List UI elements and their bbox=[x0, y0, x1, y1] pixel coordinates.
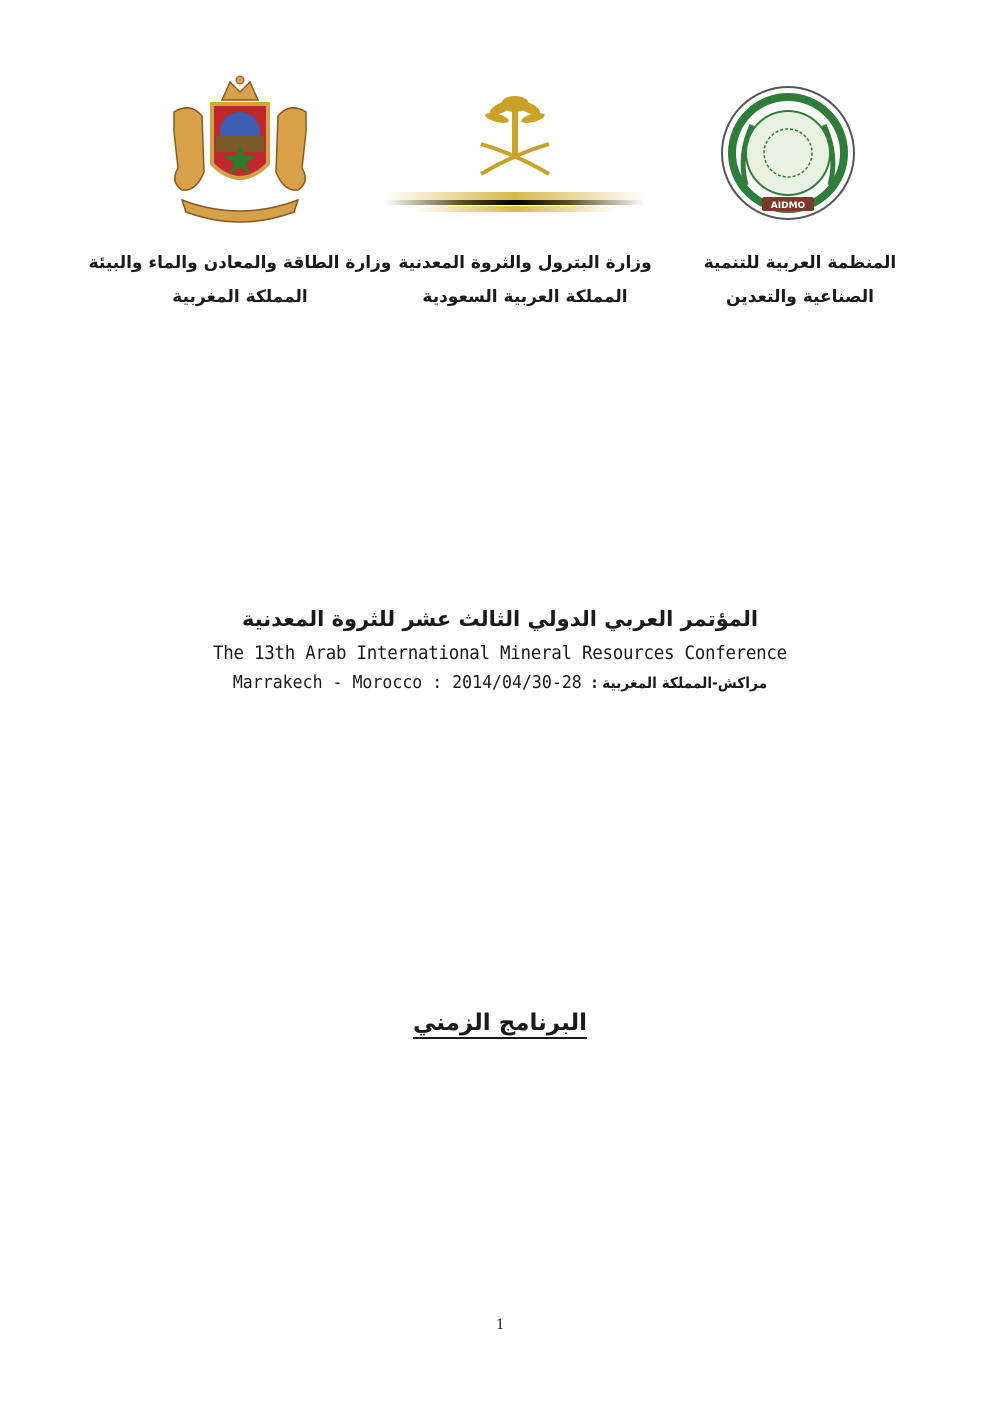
org-aidmo-line2: الصناعية والتعدين bbox=[726, 287, 874, 307]
conference-title-english: The 13th Arab International Mineral Resources Conference bbox=[213, 642, 787, 664]
conference-title-block bbox=[0, 600, 1000, 698]
org-morocco-line1: وزارة الطاقة والمعادن والماء والبيئة bbox=[88, 253, 392, 273]
org-saudi-line2: المملكة العربية السعودية bbox=[422, 287, 628, 307]
org-morocco-line2: المملكة المغربية bbox=[172, 287, 308, 307]
saudi-palm-swords-icon bbox=[385, 82, 645, 222]
conference-location-arabic: مراكش-المملكة المغربية : bbox=[591, 674, 768, 692]
page-number: 1 bbox=[496, 1316, 504, 1333]
org-saudi-line1: وزارة البترول والثروة المعدنية bbox=[398, 253, 652, 273]
org-aidmo-name bbox=[680, 246, 920, 314]
program-title-text: البرنامج الزمني bbox=[412, 1010, 588, 1036]
svg-text:AIDMO: AIDMO bbox=[770, 201, 806, 211]
org-saudi-name bbox=[375, 246, 675, 314]
org-aidmo-line1: المنظمة العربية للتنمية bbox=[703, 253, 897, 273]
conference-title-arabic: المؤتمر العربي الدولي الثالث عشر للثروة المعدنية bbox=[241, 607, 759, 631]
program-title bbox=[0, 1010, 1000, 1036]
morocco-coat-of-arms-icon bbox=[160, 72, 320, 232]
conference-location-english: Marrakech - Morocco : 2014/04/30-28 bbox=[232, 672, 582, 693]
org-morocco-name bbox=[80, 246, 400, 314]
conference-location bbox=[40, 668, 960, 698]
aidmo-emblem-icon bbox=[718, 85, 858, 225]
